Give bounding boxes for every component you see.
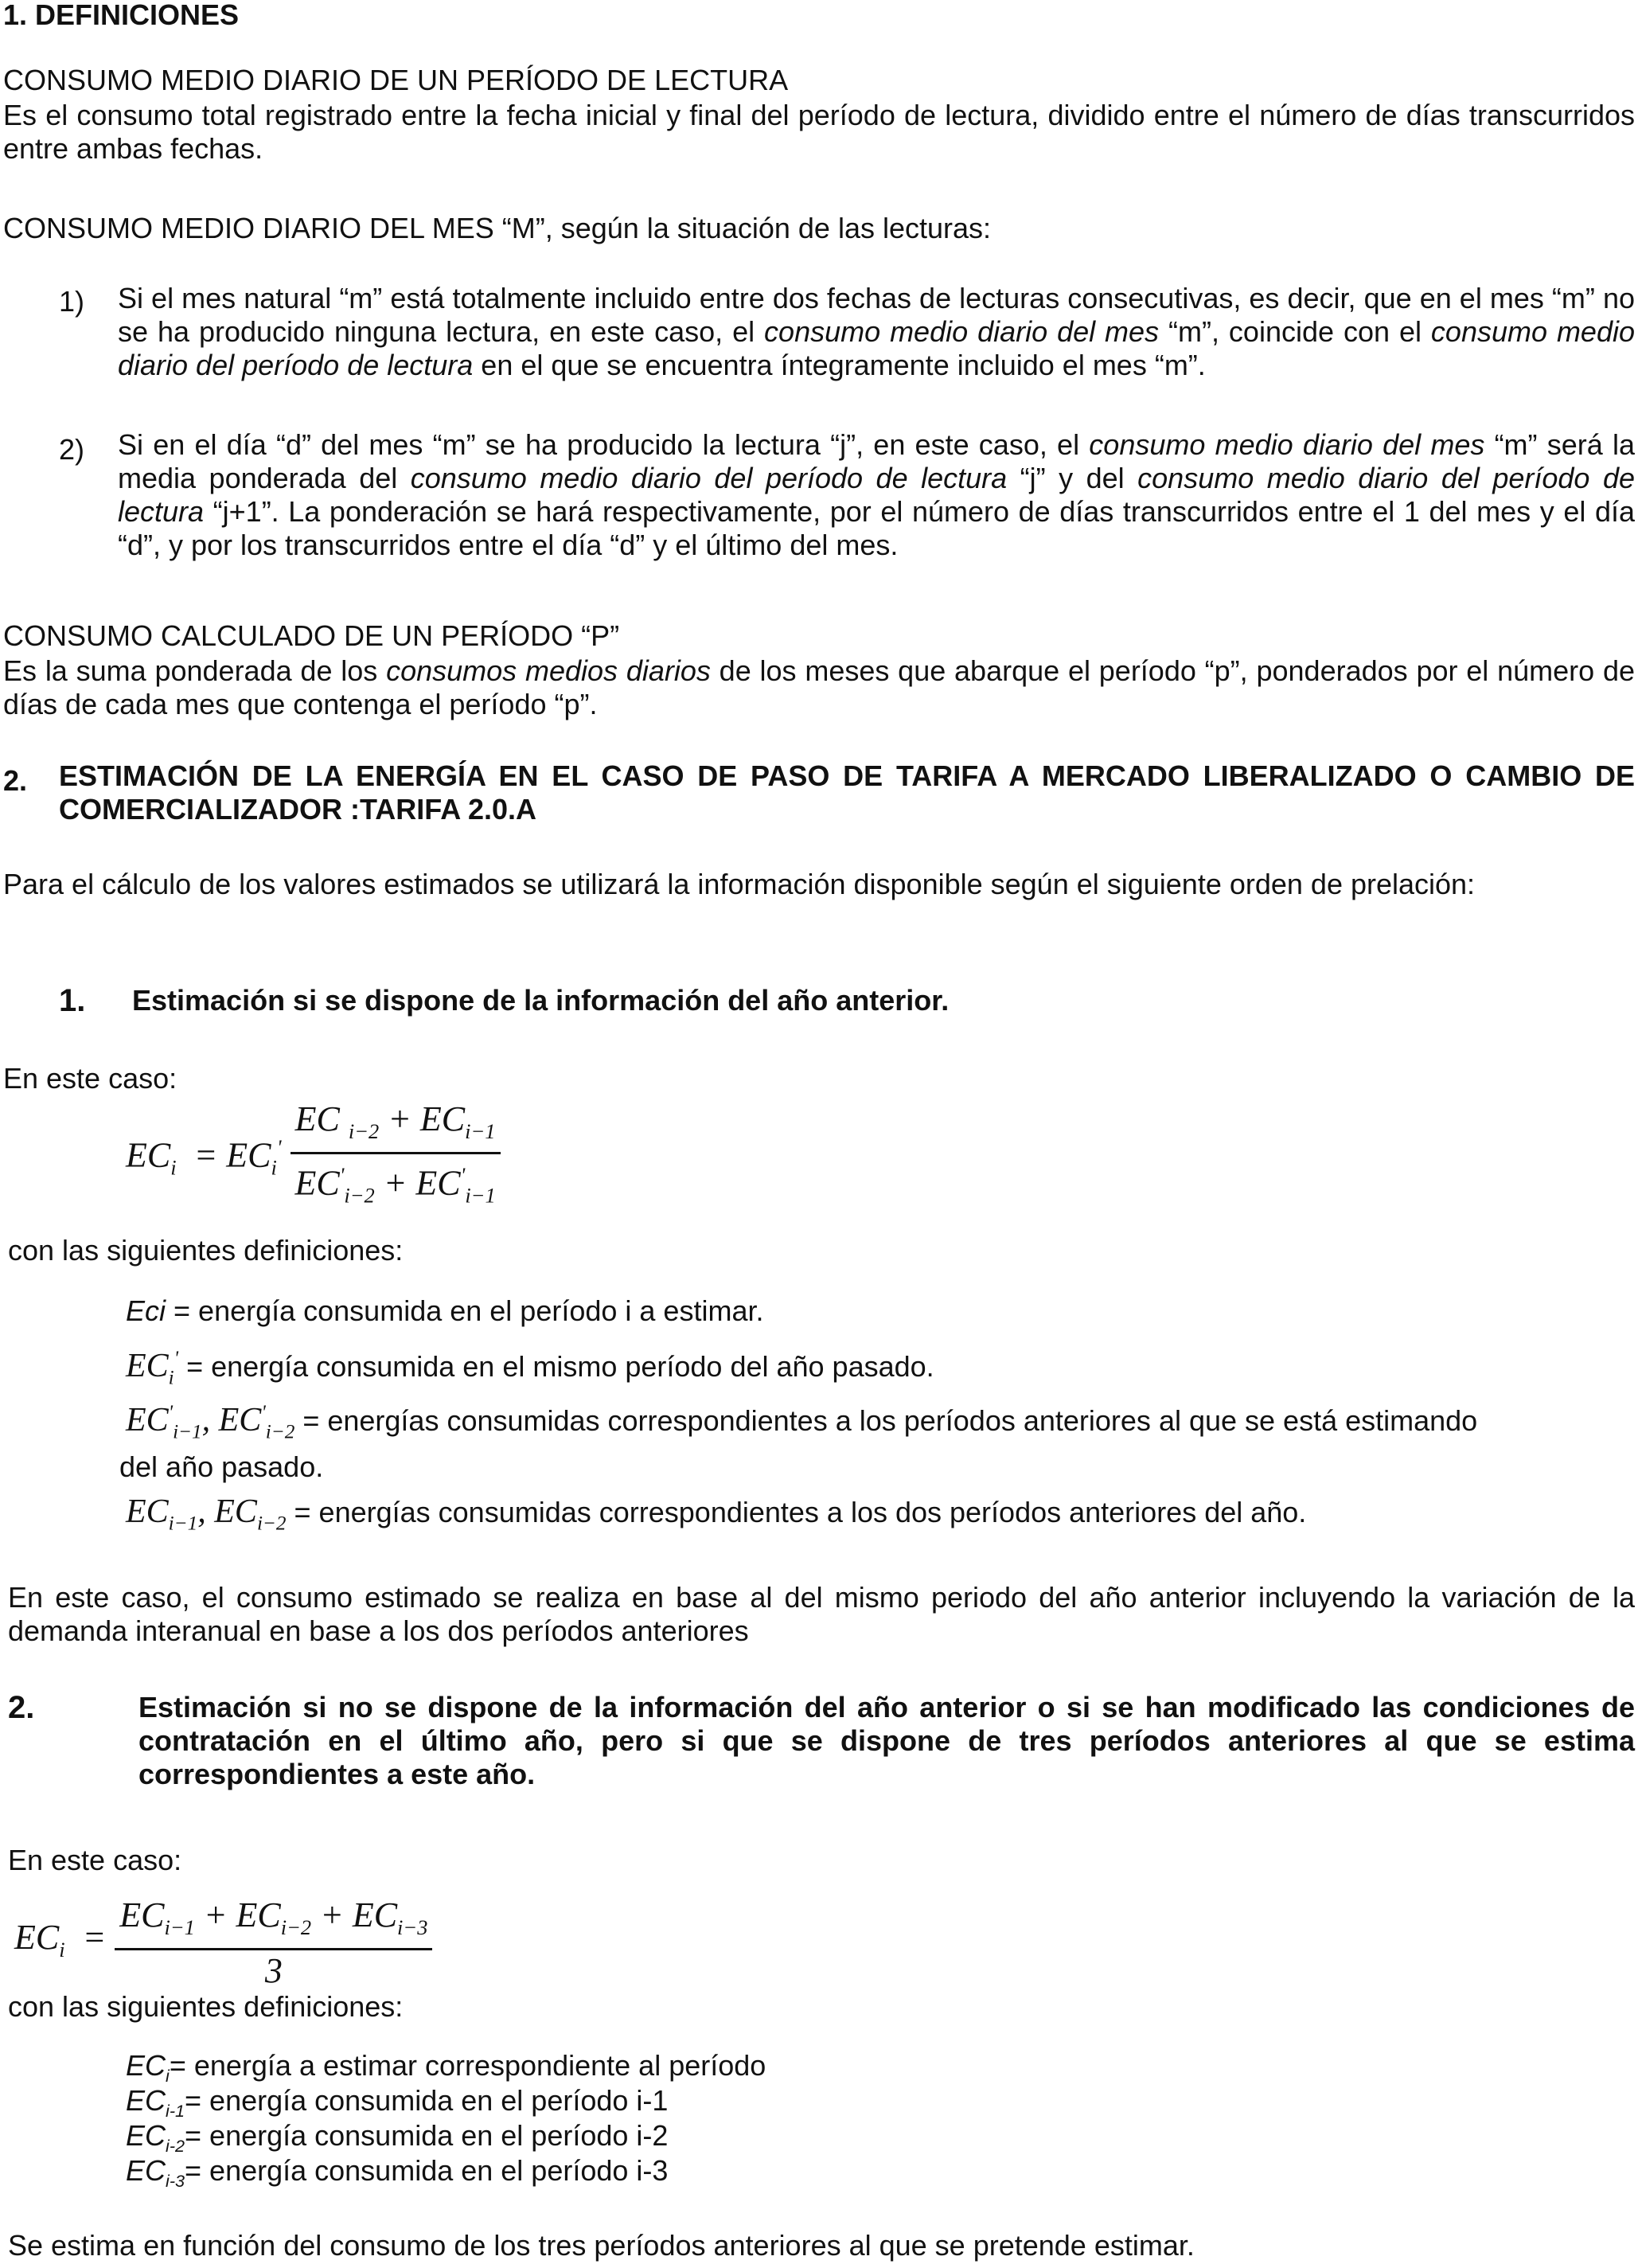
sub2-definition-1: $EC_i=$ energía a estimar correspondiente al período — [126, 2049, 766, 2086]
definition-3-title: CONSUMO CALCULADO DE UN PERÍODO “P” — [3, 619, 620, 652]
definition-1-title: CONSUMO MEDIO DIARIO DE UN PERÍODO DE LECTURA — [3, 64, 789, 96]
subsection-2-heading: Estimación si no se dispone de la información del año anterior o si se han modificado las condiciones de contratación en el último año, pero si que se dispone de tres períodos anteriores al que se estima correspondientes a este año. — [138, 1691, 1635, 1790]
sub1-definition-2: $EC_i'$ = energía consumida en el mismo período del año pasado. — [126, 1348, 934, 1389]
subsection-1-number: 1. — [59, 983, 86, 1018]
section-2-intro: Para el cálculo de los valores estimados se utilizará la información disponible según el siguiente orden de prelación: — [3, 868, 1476, 900]
definition-3-text: Es la suma ponderada de los consumos medios diarios de los meses que abarque el período “p”, ponderados por el número de días de cada mes que contenga el período “p”. — [3, 654, 1635, 720]
definition-2-title: CONSUMO MEDIO DIARIO DEL MES “M”, según la situación de las lecturas: — [3, 212, 992, 244]
subsection-1-heading: Estimación si se dispone de la información del año anterior. — [132, 984, 950, 1017]
item-2-number: 2) — [59, 433, 85, 466]
item-1-text: Si el mes natural “m” está totalmente incluido entre dos fechas de lecturas consecutivas, es decir, que en el mes “m” no se ha producido ninguna lectura, en este caso, el consumo medio diario del mes “m”, coincide con el consumo medio diario del período de lectura en el que se encuentra íntegramente incluido el mes “m”. — [118, 282, 1635, 381]
subsection-2-number: 2. — [8, 1690, 35, 1725]
sub2-definition-3: $EC_{i-2}=$ energía consumida en el período i-2 — [126, 2119, 669, 2157]
subsection-2-case: En este caso: — [8, 1844, 182, 1876]
sub1-definition-3-continued: del año pasado. — [119, 1450, 324, 1483]
subsection-1-case: En este caso: — [3, 1062, 177, 1095]
formula-2: $EC_i$ = $\frac{EC_{i-1} + EC_{i-2} + EC_{i-3}}{3}$ — [14, 1895, 432, 1992]
formula-1: $EC_i = EC_i'$ $\frac{EC _{i-2} + EC_{i-1}}{EC'_{i-2} + EC'_{i-1}}$ — [126, 1099, 501, 1216]
sub1-definition-3: $EC'_{i-1}$, $EC'_{i-2}$ = energías consumidas correspondientes a los períodos anteriores al que se está estimando — [126, 1402, 1478, 1443]
sub1-definition-4: $EC_{i-1}$, $EC_{i-2}$ = energías consumidas correspondientes a los dos períodos anteriores del año. — [126, 1493, 1307, 1535]
subsection-2-note: Se estima en función del consumo de los tres períodos anteriores al que se pretende estimar. — [8, 2229, 1195, 2262]
sub2-definition-2: $EC_{i-1}=$ energía consumida en el período i-1 — [126, 2084, 669, 2122]
subsection-1-defs-intro: con las siguientes definiciones: — [8, 1234, 404, 1267]
item-2-text: Si en el día “d” del mes “m” se ha producido la lectura “j”, en este caso, el consumo medio diario del mes “m” será la media ponderada del consumo medio diario del período de lectura “j” y del consumo medio diario del período de lectura “j+1”. La ponderación se hará respectivamente, por el número de días transcurridos entre el 1 del mes y el día “d”, y por los transcurridos entre el día “d” y el último del mes. — [118, 428, 1636, 561]
section-2-heading: ESTIMACIÓN DE LA ENERGÍA EN EL CASO DE PASO DE TARIFA A MERCADO LIBERALIZADO O CAMBIO DE COMERCIALIZADOR :TARIFA 2.0.A — [59, 759, 1635, 826]
section-2-number: 2. — [3, 764, 28, 797]
sub1-definition-1: Eci = energía consumida en el período i a estimar. — [126, 1294, 764, 1327]
sub2-definition-4: $EC_{i-3}=$ energía consumida en el período i-3 — [126, 2154, 669, 2192]
subsection-1-note: En este caso, el consumo estimado se realiza en base al del mismo periodo del año anterior incluyendo la variación de la demanda interanual en base a los dos períodos anteriores — [8, 1581, 1635, 1647]
section-1-heading: 1. DEFINICIONES — [3, 0, 240, 31]
definition-1-text: Es el consumo total registrado entre la fecha inicial y final del período de lectura, dividido entre el número de días transcurridos entre ambas fechas. — [3, 99, 1635, 165]
item-1-number: 1) — [59, 285, 85, 318]
subsection-2-defs-intro: con las siguientes definiciones: — [8, 1990, 404, 2023]
